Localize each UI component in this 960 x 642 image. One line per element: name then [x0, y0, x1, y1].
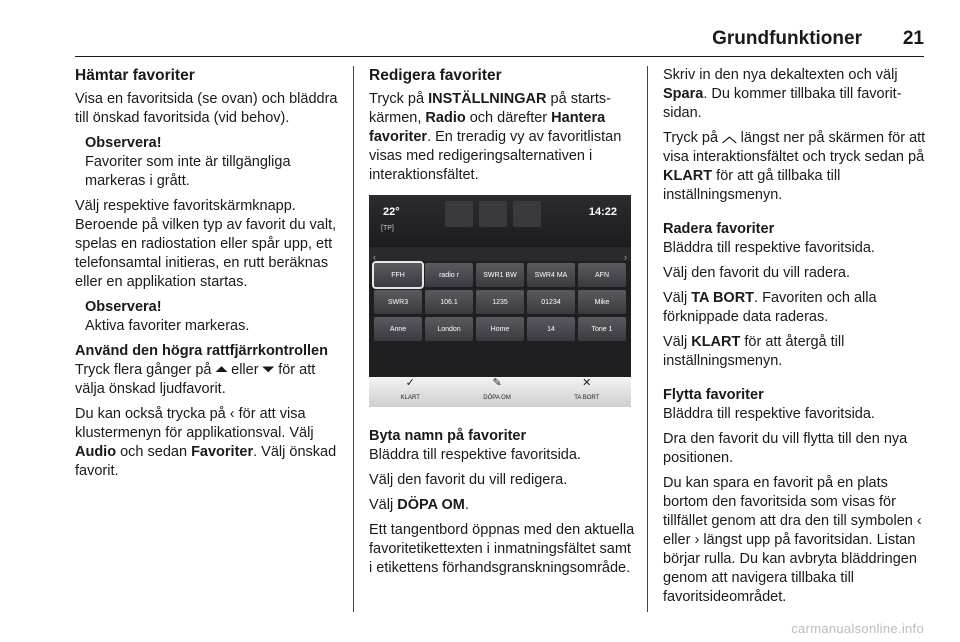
chevron-right-icon: ›: [694, 532, 700, 548]
music-icon: [445, 201, 473, 227]
note-title: Observera!: [85, 299, 162, 315]
action-delete: ✕ TA BORT: [574, 376, 600, 401]
sub-heading-steering-remote: Använd den högra rattfjärrkontrollen: [75, 343, 328, 359]
favorite-button: AFN: [578, 263, 626, 287]
paragraph: Du kan också trycka på ‹ för att visa klustermenyn för applikationsval. Välj Audio och sedan Favoriter. Välj önskad favorit.: [75, 406, 337, 479]
favorites-nav: [369, 247, 631, 261]
favorite-button: SWR3: [374, 290, 422, 314]
action-rename: ✎ DÖPA OM: [483, 376, 511, 401]
tp-indicator: [TP]: [381, 225, 394, 232]
favorite-button: 14: [527, 317, 575, 341]
sub-heading-delete: Radera favoriter: [663, 221, 775, 237]
paragraph: Dra den favorit du vill flytta till den nya positionen.: [663, 431, 908, 466]
note-text: Aktiva favoriter markeras.: [85, 318, 250, 334]
favorite-button: Anne: [374, 317, 422, 341]
paragraph: Välj den favorit du vill redigera.: [369, 472, 568, 488]
note: [85, 134, 341, 191]
column-divider-2: [647, 66, 648, 612]
favorite-button: 1235: [476, 290, 524, 314]
chevron-right-icon: ›: [624, 252, 627, 262]
column-1: [75, 66, 341, 487]
paragraph: Välj den favorit du vill radera.: [663, 265, 850, 281]
note-text: Favoriter som inte är tillgängliga markeras i grått.: [85, 154, 291, 189]
favorite-button: FFH: [374, 263, 422, 287]
scroll-up-icon: ⏶: [215, 362, 228, 378]
paragraph: Bläddra till respektive favoritsida.: [369, 447, 581, 463]
paragraph: Välj KLART för att återgå till inställningsmenyn.: [663, 334, 845, 369]
paragraph: Du kan spara en favorit på en plats bortom den favoritsida som visas för tillfället genom att dra den till symbolen ‹ eller › längst upp på favoritsidan. Listan börjar rulla. Du kan avbryta bläddringen genom att navigera tillbaka till favoritsideområdet.: [663, 475, 922, 605]
status-bar: [369, 195, 631, 247]
note: [85, 298, 341, 336]
favorite-button: radio r: [425, 263, 473, 287]
action-done: ✓ KLART: [400, 376, 420, 401]
paragraph: Välj respektive favoritskärmknapp. Beroende på vilken typ av favorit du valt, spelas en radiostation eller spår upp, ett telefonsamtal initieras, en rutt beräknas eller en applikation startas.: [75, 198, 337, 290]
chevron-up-icon: ︿: [722, 130, 737, 146]
page-number: 21: [902, 28, 924, 49]
column-divider-1: [353, 66, 354, 612]
checkmark-icon: ✓: [405, 376, 415, 389]
favorite-button: London: [425, 317, 473, 341]
sub-heading-rename: Byta namn på favoriter: [369, 428, 527, 444]
paragraph: Tryck flera gånger på ⏶ eller ⏷ för att välja önskad ljudfavorit.: [75, 362, 316, 397]
page-title: Grundfunktioner: [712, 28, 862, 49]
page-header: [75, 28, 924, 54]
favorite-button: Mike: [578, 290, 626, 314]
scroll-down-icon: ⏷: [262, 362, 275, 378]
paragraph: Tryck på INSTÄLLNINGAR på startskärmen, Radio och därefter Hantera favoriter. En treradig vy av favoritlistan visas med redigeringsalternativen i interaktionsfältet.: [369, 91, 622, 183]
chevron-left-icon: ‹: [373, 252, 376, 262]
chevron-left-icon: ‹: [916, 513, 922, 529]
column-3: [663, 66, 929, 613]
paragraph: Ett tangentbord öppnas med den aktuella favoritetikettexten i inmatningsfältet samt i etikettens förhandsgranskningsområde.: [369, 522, 635, 576]
paragraph: Välj DÖPA OM.: [369, 497, 469, 513]
favorite-button: 01234: [527, 290, 575, 314]
pencil-icon: ✎: [492, 376, 502, 389]
watermark: carmanualsonline.info: [791, 621, 924, 636]
section-heading-edit: Redigera favoriter: [369, 67, 502, 84]
close-icon: ✕: [582, 376, 592, 389]
favorites-screen-image: [369, 195, 631, 407]
column-2: [369, 66, 635, 584]
interaction-bar: [369, 377, 631, 407]
paragraph: Skriv in den nya dekaltexten och välj Spara. Du kommer tillbaka till favoritsidan.: [663, 67, 902, 121]
paragraph: Bläddra till respektive favoritsida.: [663, 406, 875, 422]
temperature: 22°: [383, 206, 400, 218]
clock: 14:22: [588, 206, 617, 218]
sub-heading-move: Flytta favoriter: [663, 387, 764, 403]
paragraph: Bläddra till respektive favoritsida.: [663, 240, 875, 256]
phone-icon: [479, 201, 507, 227]
globe-icon: [513, 201, 541, 227]
favorite-button: SWR1 BW: [476, 263, 524, 287]
chevron-left-icon: ‹: [229, 406, 235, 422]
favorite-button: SWR4 MA: [527, 263, 575, 287]
favorite-button: 106.1: [425, 290, 473, 314]
paragraph: Tryck på ︿ längst ner på skärmen för att visa interaktionsfältet och tryck sedan på KLART för att gå tillbaka till inställningsmenyn.: [663, 130, 926, 203]
favorite-button: Tone 1: [578, 317, 626, 341]
favorite-button: Home: [476, 317, 524, 341]
header-divider: [75, 56, 924, 57]
section-heading-retrieve: Hämtar favoriter: [75, 67, 195, 84]
note-title: Observera!: [85, 135, 162, 151]
paragraph: Visa en favoritsida (se ovan) och bläddra till önskad favoritsida (vid behov).: [75, 91, 338, 126]
favorites-grid: [374, 263, 626, 341]
paragraph: Välj TA BORT. Favoriten och alla förknippade data raderas.: [663, 290, 877, 325]
